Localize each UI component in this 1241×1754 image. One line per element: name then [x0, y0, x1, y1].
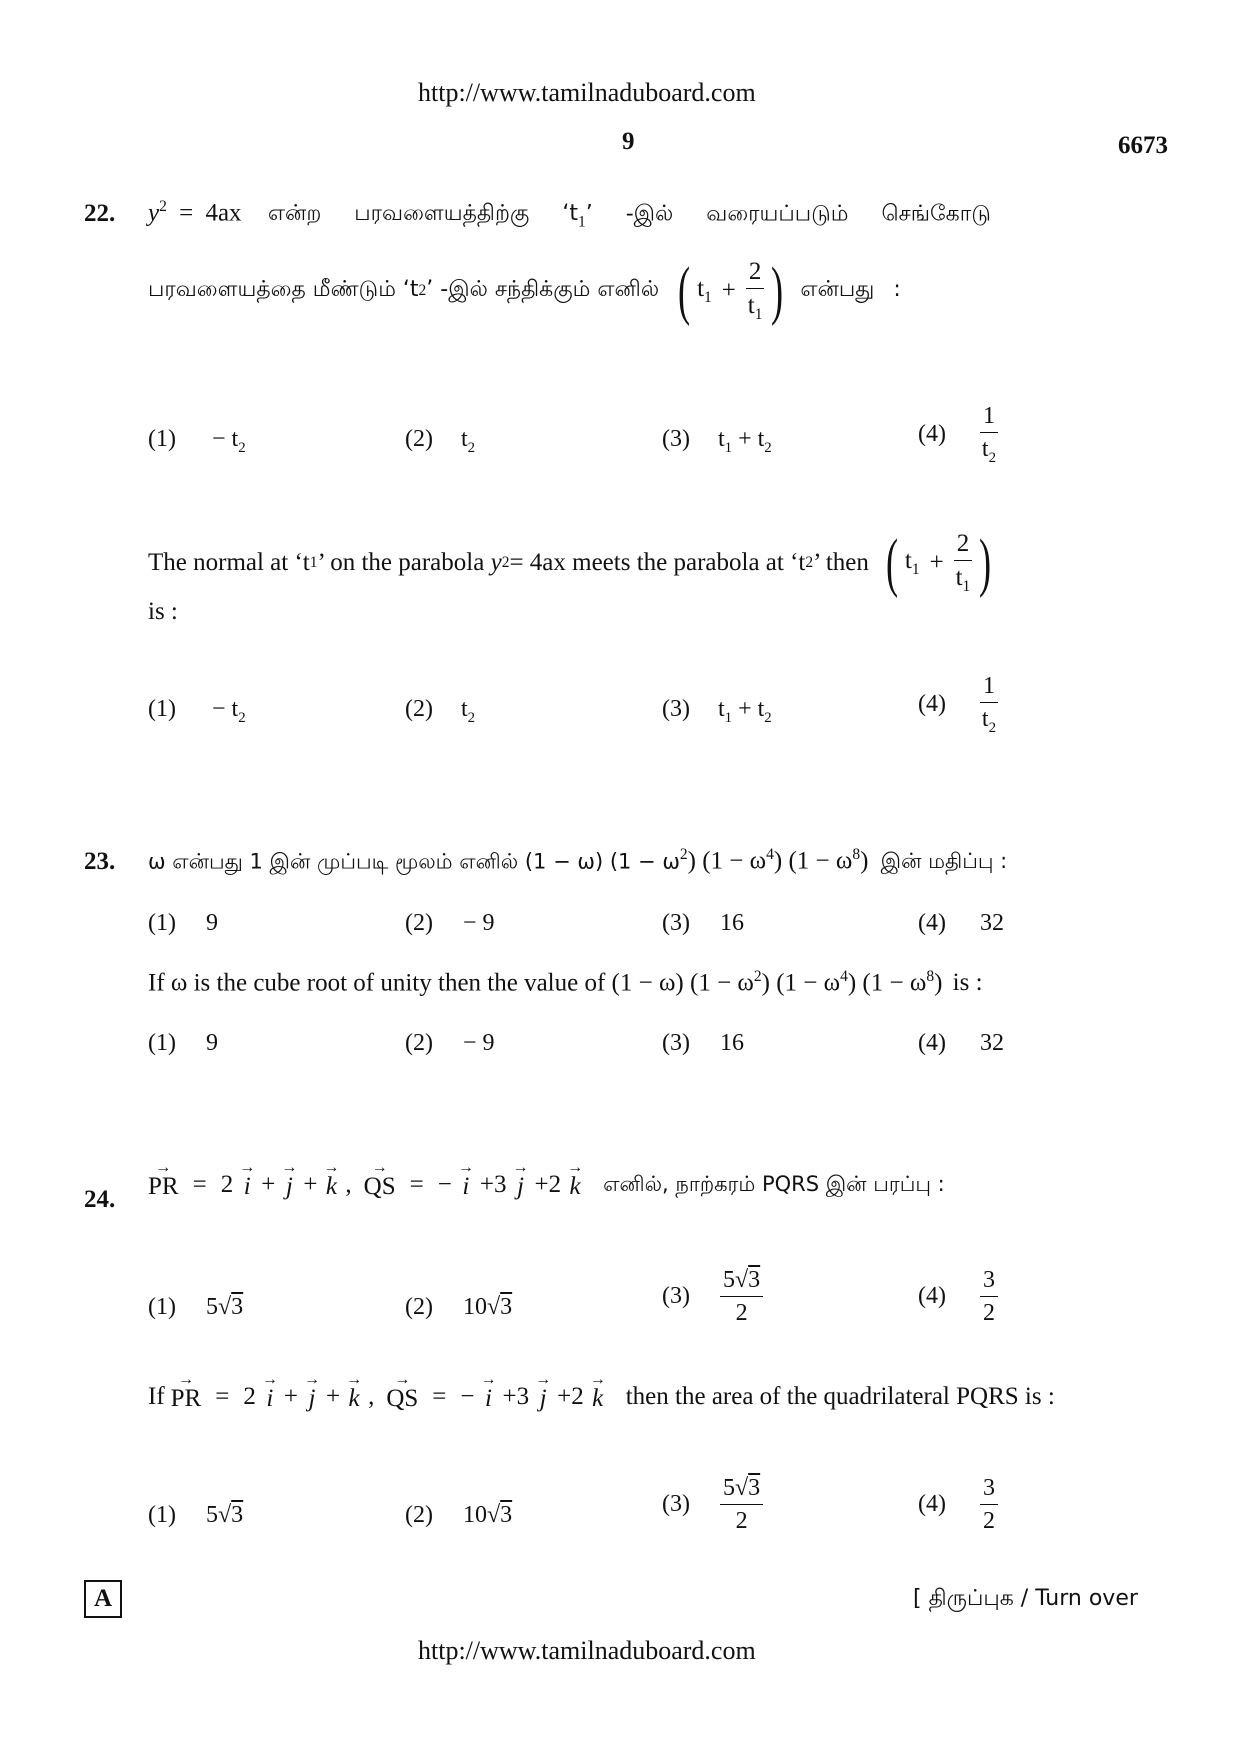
q24-ta-opt1: (1) 5√3	[148, 1294, 244, 1320]
q23-ta-opt3: (3) 16	[662, 910, 744, 936]
q22-en-opt2: (2) $t_2$	[405, 696, 476, 726]
q24-en-opt3: (3) $\frac{5√3}{2}$	[662, 1476, 763, 1533]
q24-ta-opt2: (2) 10√3	[405, 1294, 513, 1320]
page-number: 9	[622, 128, 635, 155]
q24-english-text: If → PR = 2 → i + → j + → k , → QS = − → i +3 → j +2 → k then the area of the quadrilateral PQRS is :	[148, 1371, 1055, 1413]
header-url: http://www.tamilnaduboard.com	[418, 78, 756, 107]
q22-ta-opt1: $(1) - t_2$	[148, 426, 246, 456]
q23-tamil-text: ω என்பது 1 இன் முப்படி மூலம் எனில் (1 − ω) $(1 - \omega^2)$ $(1 - \omega^4)$ $(1 - \omega^8)$ இன் மதிப்பு :	[148, 846, 1008, 875]
q22-en-opt1: $(1) - t_2$	[148, 696, 246, 726]
q22-ta-opt2: (2) $t_2$	[405, 426, 476, 456]
q22-english-line2: is :	[148, 598, 178, 625]
q24-en-opt1: (1) 5√3	[148, 1502, 244, 1528]
q22-en-opt3: (3) $t_1 + t_2$	[662, 696, 772, 726]
footer-url: http://www.tamilnaduboard.com	[418, 1636, 756, 1665]
q22-ta-opt4: (4) $\frac{1}{t_2}$	[918, 403, 997, 466]
q22-ta-opt3: (3) $t_1 + t_2$	[662, 426, 772, 456]
q23-en-opt3: (3) 16	[662, 1030, 744, 1056]
booklet-series-box: A	[84, 1580, 122, 1618]
paper-code: 6673	[1118, 132, 1168, 159]
q24-en-opt2: (2) 10√3	[405, 1502, 513, 1528]
q22-tamil-line2: பரவளையத்தை மீண்டும் ‘t 2 ’ -இல் சந்திக்கும் எனில் ( $t_1$ + $\frac{2}{t_1}$ ) என்பது :	[148, 254, 901, 327]
q23-ta-opt1: (1) 9	[148, 910, 218, 936]
q24-tamil-text: → PR = 2 → i + → j + → k , → QS = − → i +3 → j +2 → k எனில், நாற்கரம் PQRS இன் பரப்பு :	[148, 1159, 945, 1201]
q22-number: 22.	[84, 200, 116, 227]
q23-number: 23.	[84, 848, 116, 875]
q23-en-opt1: (1) 9	[148, 1030, 218, 1056]
q23-en-opt4: (4) 32	[918, 1030, 1004, 1056]
q24-ta-opt3: (3) $\frac{5√3}{2}$	[662, 1268, 763, 1325]
turn-over-note: [ திருப்புக / Turn over	[913, 1586, 1138, 1611]
q23-ta-opt4: (4) 32	[918, 910, 1004, 936]
q22-paren-expr-ta: ( $t_1$ + $\frac{2}{t_1}$ )	[678, 254, 784, 327]
q24-ta-opt4: (4) $\frac{3}{2}$	[918, 1268, 998, 1325]
q22-paren-expr-en: ( $t_1$ + $\frac{2}{t_1}$ )	[885, 526, 992, 599]
q24-en-opt4: (4) $\frac{3}{2}$	[918, 1476, 998, 1533]
q22-en-opt4: (4) $\frac{1}{t_2}$	[918, 673, 997, 736]
q24-number: 24.	[84, 1186, 116, 1213]
q23-en-opt2: (2) − 9	[405, 1030, 495, 1056]
q23-ta-opt2: (2) − 9	[405, 910, 495, 936]
q22-tamil-line1: $y^2 = 4ax$ என்ற பரவளையத்திற்கு ‘$t_1$’ -இல் வரையப்படும் செங்கோடு	[148, 198, 991, 231]
q23-english-text: If ω is the cube root of unity then the value of (1 − ω) $(1 - \omega^2)$ $(1 - \omega^4)$ $(1 - \omega^8)$ is :	[148, 968, 983, 997]
q22-english-line1: The normal at ‘t 1 ’ on the parabola y 2 = 4ax meets the parabola at ‘t 2 ’ then ( $t_1$ + $\frac{2}{t_1}$ )	[148, 530, 996, 596]
